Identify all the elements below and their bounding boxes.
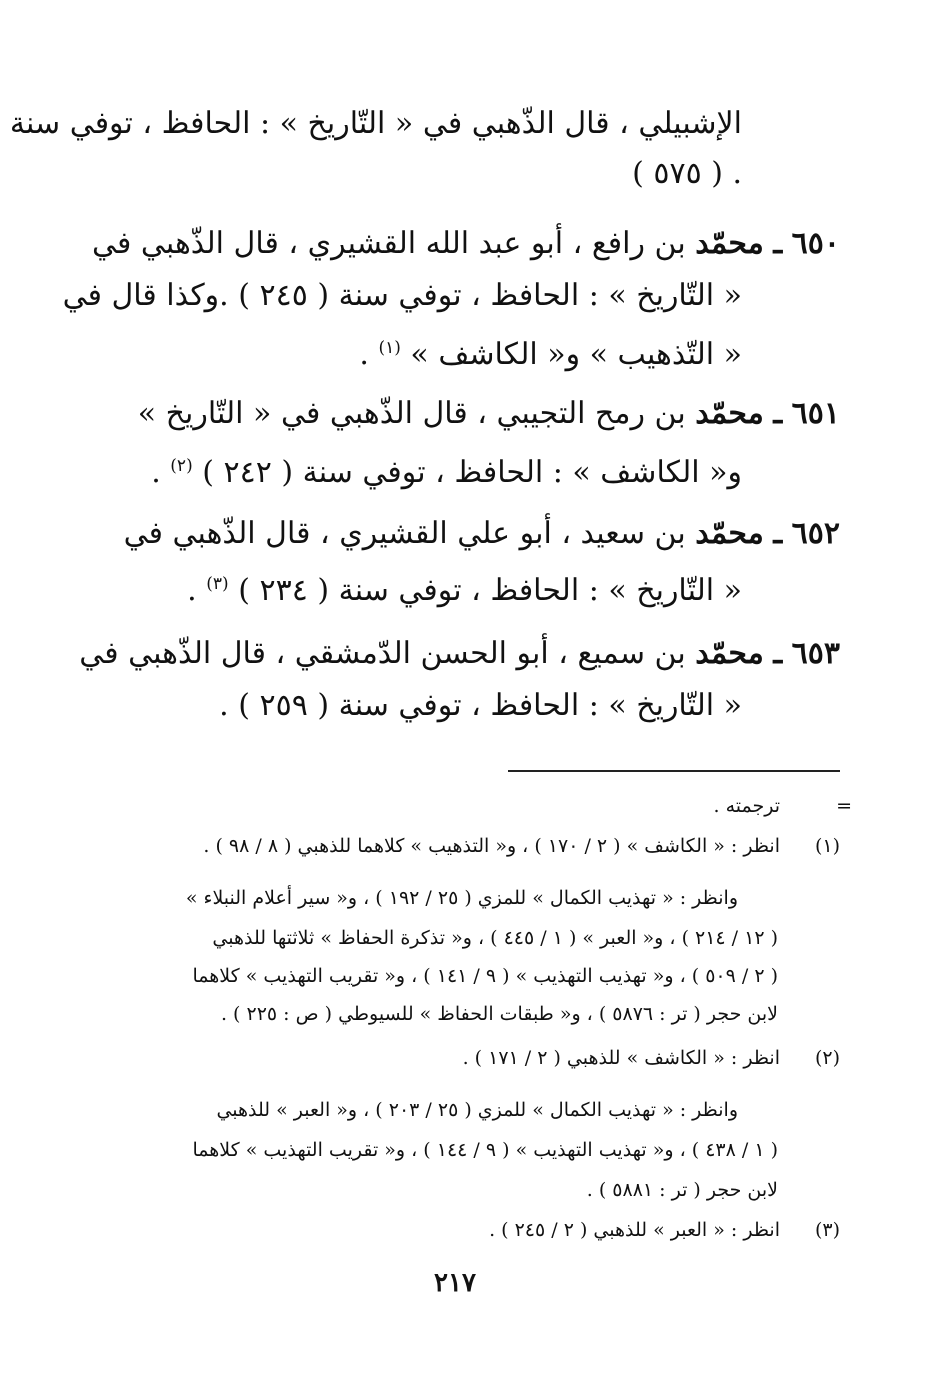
entry-text-end: .	[359, 337, 369, 372]
entry-653-line-1	[79, 632, 840, 676]
entry-text: بن رمح التجيبي ، قال الذّهبي في « التّاريخ »	[137, 396, 686, 431]
entry-text-end: .	[151, 455, 161, 490]
footnote-reference[interactable]: (٢)	[170, 456, 193, 476]
footnote-continuation-text: ترجمته .	[713, 795, 780, 817]
entry-dash: ـ	[773, 396, 783, 431]
footnote-2-line-2: وانظر : « تهذيب الكمال » للمزي ( ٢٥ / ٢٠٣ ) ، و« العبر » للذهبي	[216, 1099, 738, 1121]
footnote-separator	[508, 770, 840, 772]
entry-name: محمّد	[695, 516, 764, 551]
entry-text: بن سميع ، أبو الحسن الدّمشقي ، قال الذّهبي في	[79, 636, 686, 671]
entry-650-line-2: « التّاريخ » : الحافظ ، توفي سنة ( ٢٤٥ ) .وكذا قال في	[62, 278, 742, 313]
page-number: ٢١٧	[434, 1268, 476, 1298]
entry-dash: ـ	[773, 516, 783, 551]
entry-name: محمّد	[695, 226, 764, 261]
entry-652-line-2	[187, 562, 742, 613]
entry-number: ٦٥٠	[791, 226, 840, 261]
entry-name: محمّد	[695, 396, 764, 431]
entry-650-line-3	[359, 326, 742, 377]
footnote-marker-2: (٢)	[814, 1047, 840, 1069]
entry-number: ٦٥٢	[791, 516, 840, 551]
footnote-reference[interactable]: (٣)	[206, 574, 229, 594]
entry-name: محمّد	[695, 636, 764, 671]
entry-text-end: .	[187, 573, 197, 608]
entry-number: ٦٥٣	[791, 636, 840, 671]
footnote-1-line-4: ( ٢ / ٥٠٩ ) ، و« تهذيب التهذيب » ( ٩ / ١٤١ ) ، و« تقريب التهذيب » كلاهما	[192, 965, 778, 987]
entry-651-line-1	[138, 392, 840, 436]
footnote-1-line-5: لابن حجر ( تر : ٥٨٧٦ ) ، و« طبقات الحفاظ » للسيوطي ( ص : ٢٢٥ ) .	[220, 1003, 778, 1025]
footnote-2-line-3: ( ١ / ٤٣٨ ) ، و« تهذيب التهذيب » ( ٩ / ١٤٤ ) ، و« تقريب التهذيب » كلاهما	[192, 1139, 778, 1161]
intro-line-1: الإشبيلي ، قال الذّهبي في « التّاريخ » : الحافظ ، توفي سنة	[9, 106, 742, 141]
footnote-1-line-1: انظر : « الكاشف » ( ٢ / ١٧٠ ) ، و« التذهيب » كلاهما للذهبي ( ٨ / ٩٨ ) .	[203, 835, 780, 857]
footnote-2-line-1: انظر : « الكاشف » للذهبي ( ٢ / ١٧١ ) .	[462, 1047, 780, 1069]
footnote-3-line-1: انظر : « العبر » للذهبي ( ٢ / ٢٤٥ ) .	[489, 1219, 780, 1241]
entry-text: بن سعيد ، أبو علي القشيري ، قال الذّهبي في	[123, 516, 686, 551]
entry-651-line-2	[151, 444, 742, 495]
entry-dash: ـ	[773, 636, 783, 671]
entry-text: « التّذهيب » و« الكاشف »	[410, 337, 742, 372]
entry-text: و« الكاشف » : الحافظ ، توفي سنة ( ٢٤٢ )	[202, 455, 742, 490]
footnote-marker-1: (١)	[814, 835, 840, 857]
entry-650-line-1	[92, 222, 840, 266]
intro-line-2: . ( ٥٧٥ )	[632, 156, 742, 191]
footnote-2-line-4: لابن حجر ( تر : ٥٨٨١ ) .	[586, 1179, 778, 1201]
footnote-marker-3: (٣)	[814, 1219, 840, 1241]
footnote-continuation-marker: =	[836, 795, 852, 817]
footnote-reference[interactable]: (١)	[378, 338, 401, 358]
entry-number: ٦٥١	[791, 396, 840, 431]
footnote-1-line-3: ( ١٢ / ٢١٤ ) ، و« العبر » ( ١ / ٤٤٥ ) ، و« تذكرة الحفاظ » ثلاثتها للذهبي	[212, 927, 778, 949]
entry-text: بن رافع ، أبو عبد الله القشيري ، قال الذّهبي في	[92, 226, 686, 261]
entry-652-line-1	[124, 512, 840, 556]
entry-text: « التّاريخ » : الحافظ ، توفي سنة ( ٢٣٤ )	[238, 573, 742, 608]
footnote-1-line-2: وانظر : « تهذيب الكمال » للمزي ( ٢٥ / ١٩٢ ) ، و« سير أعلام النبلاء »	[185, 887, 738, 909]
entry-dash: ـ	[773, 226, 783, 261]
entry-653-line-2: « التّاريخ » : الحافظ ، توفي سنة ( ٢٥٩ ) .	[219, 688, 742, 723]
